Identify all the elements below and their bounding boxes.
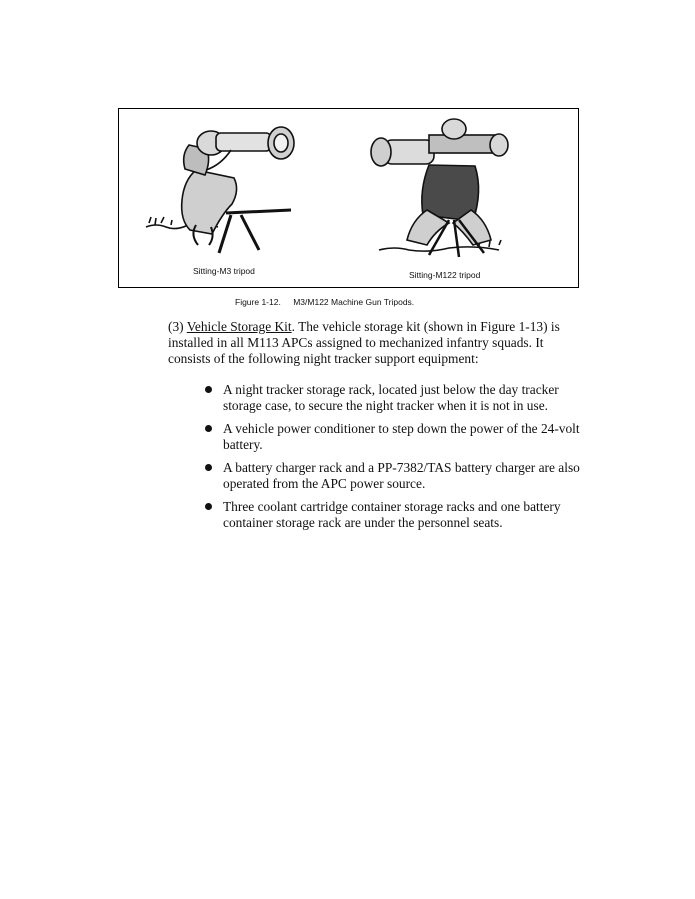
paragraph-number: (3): [168, 319, 187, 334]
bullet-icon: [205, 464, 212, 471]
left-illustration-caption: Sitting-M3 tripod: [193, 266, 255, 276]
list-item-line-1: Three coolant cartridge container storage racks and one battery: [223, 499, 561, 514]
paragraph-line-3: consists of the following night tracker support equipment:: [168, 351, 479, 366]
right-illustration-caption: Sitting-M122 tripod: [409, 270, 481, 280]
paragraph-line-1: [168, 319, 588, 335]
figure-caption: [235, 297, 414, 307]
list-item-line-1: A vehicle power conditioner to step down the power of the 24-volt: [223, 421, 580, 436]
bullet-icon: [205, 425, 212, 432]
paragraph-heading: Vehicle Storage Kit: [186, 319, 292, 334]
figure-number: Figure 1-12.: [235, 297, 281, 307]
list-item-line-1: A night tracker storage rack, located just below the day tracker: [223, 382, 559, 397]
soldier-m3-tripod-illustration: [141, 115, 316, 255]
list-item-line-2: operated from the APC power source.: [223, 476, 426, 491]
list-item-line-2: storage case, to secure the night tracker when it is not in use.: [223, 398, 548, 413]
vehicle-storage-kit-paragraph: [168, 319, 588, 367]
paragraph-line-2: installed in all M113 APCs assigned to mechanized infantry squads. It: [168, 335, 544, 350]
soldier-m122-tripod-illustration: [359, 115, 534, 265]
equipment-list: [205, 382, 605, 538]
list-item-line-2: container storage rack are under the personnel seats.: [223, 515, 503, 530]
list-item: [205, 382, 605, 414]
list-item-line-1: A battery charger rack and a PP-7382/TAS battery charger are also: [223, 460, 580, 475]
list-item: [205, 460, 605, 492]
list-item: [205, 499, 605, 531]
list-item: [205, 421, 605, 453]
figure-title: M3/M122 Machine Gun Tripods.: [293, 297, 415, 307]
list-item-line-2: battery.: [223, 437, 263, 452]
paragraph-text-1: . The vehicle storage kit (shown in Figure 1-13) is: [291, 319, 560, 334]
bullet-icon: [205, 386, 212, 393]
bullet-icon: [205, 503, 212, 510]
figure-frame: [118, 108, 579, 288]
